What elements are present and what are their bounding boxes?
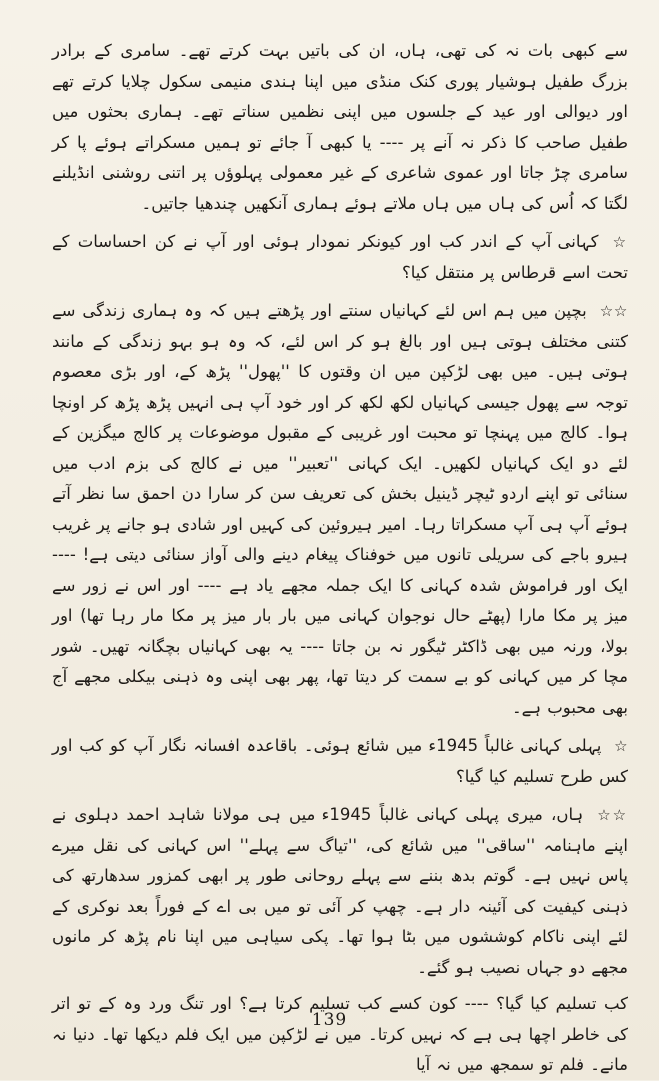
star-marker-icon: ☆ [612,233,629,251]
page-body [52,36,628,1081]
question-2 [52,731,628,792]
answer-text: ہاں، میری پہلی کہانی غالباً 1945ء میں ہی مولانا شاہد احمد دہلوی نے اپنے ماہنامہ ''ساقی'' میں شائع کی، ''تیاگ سے پہلے'' اس کہانی کی نقل میرے پاس نہیں ہے۔ گوتم بدھ بننے سے پہلے روحانی طور پر ابھی کمزور سدھارتھ کی ذہنی کیفیت کی آئینہ دار ہے۔ چھپ کر آئی تو میں بی اے کے فوراً بعد نوکری کے لئے اپنی ناکام کوششوں میں بٹا ہوا تھا۔ پکی سیاہی میں اپنا نام پڑھ کر مانوں مجھے دو جہاں نصیب ہو گئے۔ [52,805,628,977]
question-1 [52,227,628,288]
question-text: پہلی کہانی غالباً 1945ء میں شائع ہوئی۔ باقاعدہ افسانہ نگار آپ کو کب اور کس طرح تسلیم کیا گیا؟ [52,736,628,786]
answer-1 [52,296,628,723]
double-star-marker-icon: ☆☆ [597,806,628,824]
answer-2 [52,800,628,983]
answer-text: بچپن میں ہم اس لئے کہانیاں سنتے اور پڑھتے ہیں کہ وہ ہماری زندگی سے کتنی مختلف ہوتی ہیں اور بالغ ہو کر اس لئے، کہ وہ ہو بہو زندگی کے مانند ہوتی ہیں۔ میں بھی لڑکپن میں ان وقتوں کا ''پھول'' پڑھ کے، اور بڑی معصوم توجہ سے پھول جیسی کہانیاں لکھ لکھ کر اور خود آپ ہی انہیں پڑھ پڑھ کر اونچا ہوا۔ کالج میں پہنچا تو محبت اور غریبی کے مقبول موضوعات پر کالج میگزین کے لئے دو ایک کہانیاں لکھیں۔ ایک کہانی ''تعبیر'' میں نے کالج کی بزم ادب میں سنائی تو اپنے اردو ٹیچر ڈینیل بخش کی تعریف سن کر سارا دن احمق سا نظر آتے ہوئے آپ ہی آپ مسکراتا رہا۔ امیر ہیروئین کی کہیں اور شادی ہو جانے پر غریب ہیرو باجے کی سریلی تانوں میں خوفناک پیغام دینے والی آواز سنائی دیتی ہے! ---- ایک اور فراموش شدہ کہانی کا ایک جملہ مجھے یاد ہے ---- اور اس نے زور سے میز پر مکا مارا (پھٹے حال نوجوان کہانی میں بار بار میز پر مکا مار رہا تھا) اور بولا، ورنہ میں بھی ڈاکٹر ٹیگور نہ بن جاتا ---- یہ بھی کہانیاں بچگانہ تھیں۔ شور مچا کر میں کہانی کو بے سمت کر دیتا تھا، پھر بھی اپنی وہ ذہنی بیکلی مجھے آج بھی محبوب ہے۔ [52,301,628,717]
paragraph-text: سے کبھی بات نہ کی تھی، ہاں، ان کی باتیں بہت کرتے تھے۔ سامری کے برادر بزرگ طفیل ہوشیار پوری کنک منڈی میں اپنا ہندی منیمی سکول چلایا کرتے تھے اور دیوالی اور عید کے جلسوں میں اپنی نظمیں سناتے تھے۔ ہماری بحثوں میں طفیل صاحب کا ذکر نہ آنے پر ---- یا کبھی آ جائے تو ہمیں مسکراتے ہوئے پا کر سامری چڑ جاتا اور عموی شاعری کے غیر معمولی پہلوؤں پر اتنی روشنی انڈیلنے لگتا کہ اُس کی ہاں میں ہاں ملاتے ہوئے ہماری آنکھیں چندھیا جاتیں۔ [52,41,628,213]
page-number: 139 [311,1010,348,1030]
paragraph-continuation [52,989,628,1081]
star-marker-icon: ☆ [614,737,629,755]
question-text: کہانی آپ کے اندر کب اور کیونکر نمودار ہوئی اور آپ نے کن احساسات کے تحت اسے قرطاس پر منتقل کیا؟ [52,232,628,282]
double-star-marker-icon: ☆☆ [599,302,629,320]
paragraph-intro [52,36,628,219]
paragraph-text: کب تسلیم کیا گیا؟ ---- کون کسے کب تسلیم کرتا ہے؟ اور تنگ ورد وہ کے تو اتر کی خاطر اچھا ہی ہے کہ نہیں کرتا۔ میں نے لڑکپن میں ایک فلم دیکھا تھا۔ دنیا نہ مانے۔ فلم تو سمجھ میں نہ آیا [52,994,628,1074]
